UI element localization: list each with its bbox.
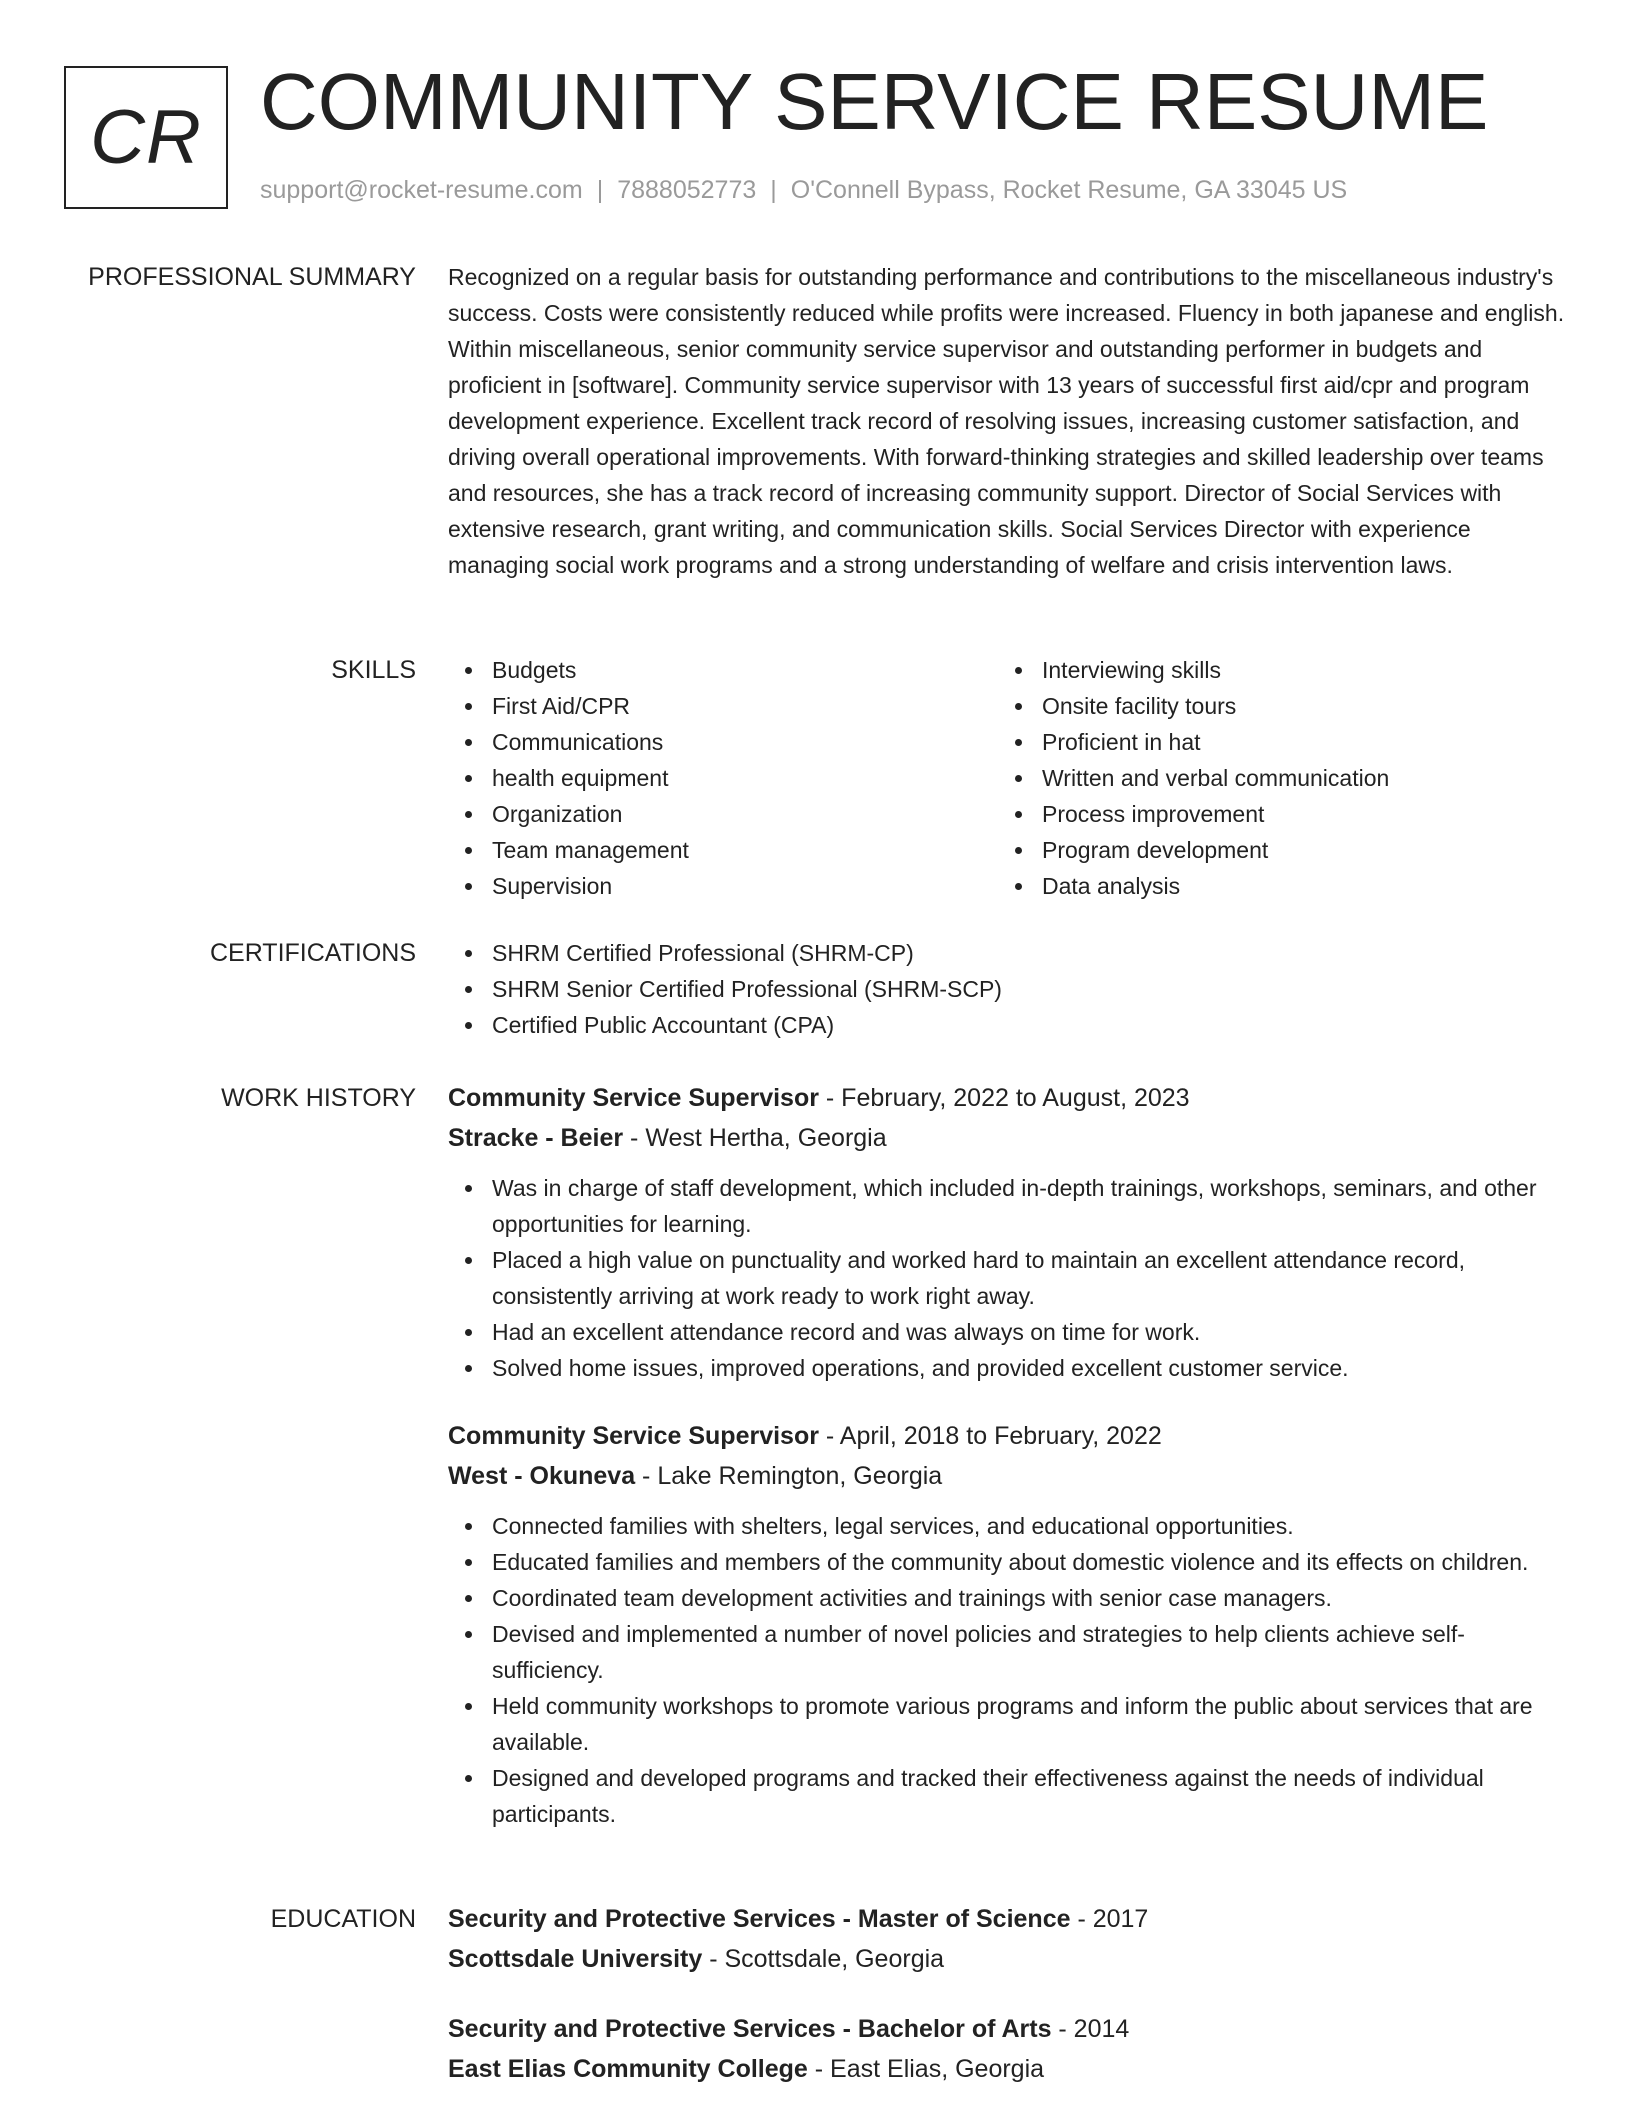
list-item: Supervision: [448, 868, 998, 904]
list-item: Placed a high value on punctuality and worked hard to maintain an excellent attendance record, consistently arriving at work ready to work right away.: [448, 1242, 1568, 1314]
skills-column-2: [998, 652, 1548, 904]
education-body: [448, 1899, 1568, 2089]
degree-line: [448, 2009, 1568, 2049]
list-item: Program development: [998, 832, 1548, 868]
school-name: East Elias Community College: [448, 2055, 808, 2083]
list-item: Connected families with shelters, legal services, and educational opportunities.: [448, 1508, 1568, 1544]
section-label: CERTIFICATIONS: [209, 939, 416, 967]
education-entry: [448, 1899, 1568, 1979]
job-entry: [448, 1416, 1568, 1832]
degree-line: [448, 1899, 1568, 1939]
section-label: PROFESSIONAL SUMMARY: [88, 263, 416, 291]
job-dates: - February, 2022 to August, 2023: [818, 1084, 1190, 1112]
school-location: - East Elias, Georgia: [807, 2055, 1045, 2083]
section-label: WORK HISTORY: [221, 1084, 416, 1112]
list-item: Team management: [448, 832, 998, 868]
job-entry: [448, 1078, 1568, 1386]
job-title: Community Service Supervisor: [448, 1422, 819, 1450]
contact-phone[interactable]: 7888052773: [617, 176, 757, 204]
list-item: SHRM Certified Professional (SHRM-CP): [448, 935, 1568, 971]
work-history-body: [448, 1078, 1568, 1832]
school-name: Scottsdale University: [448, 1945, 703, 1973]
list-item: Proficient in hat: [998, 724, 1548, 760]
company-line: [448, 1456, 1568, 1496]
list-item: Coordinated team development activities and trainings with senior case managers.: [448, 1580, 1568, 1616]
page-title: COMMUNITY SERVICE RESUME: [260, 57, 1489, 146]
school-line: [448, 2049, 1568, 2089]
contact-separator: |: [770, 176, 777, 204]
job-title: Community Service Supervisor: [448, 1084, 819, 1112]
company-name: Stracke - Beier: [448, 1124, 624, 1152]
job-title-line: [448, 1078, 1568, 1118]
degree-name: Security and Protective Services - Master of Science: [448, 1905, 1071, 1933]
list-item: Certified Public Accountant (CPA): [448, 1007, 1568, 1043]
section-label: SKILLS: [331, 656, 416, 684]
list-item: Onsite facility tours: [998, 688, 1548, 724]
contact-email[interactable]: support@rocket-resume.com: [260, 176, 583, 204]
list-item: Written and verbal communication: [998, 760, 1548, 796]
degree-name: Security and Protective Services - Bachelor of Arts: [448, 2015, 1052, 2043]
school-line: [448, 1939, 1568, 1979]
contact-separator: |: [596, 176, 604, 204]
list-item: Solved home issues, improved operations, and provided excellent customer service.: [448, 1350, 1568, 1386]
company-location: - West Hertha, Georgia: [623, 1124, 887, 1152]
certifications-list: [448, 935, 1568, 1043]
list-item: Process improvement: [998, 796, 1548, 832]
list-item: Was in charge of staff development, which included in-depth trainings, workshops, seminars, and other opportunities for learning.: [448, 1170, 1568, 1242]
degree-year: - 2017: [1070, 1905, 1149, 1933]
list-item: Organization: [448, 796, 998, 832]
monogram-logo: [64, 66, 228, 209]
list-item: health equipment: [448, 760, 998, 796]
job-duties: [448, 1508, 1568, 1832]
education-entry: [448, 2009, 1568, 2089]
degree-year: - 2014: [1051, 2015, 1130, 2043]
list-item: First Aid/CPR: [448, 688, 998, 724]
list-item: Budgets: [448, 652, 998, 688]
skills-list: [448, 652, 1568, 904]
skills-column-1: [448, 652, 998, 904]
initials: CR: [90, 95, 202, 180]
contact-address: O'Connell Bypass, Rocket Resume, GA 33045 US: [790, 176, 1348, 204]
job-title-line: [448, 1416, 1568, 1456]
list-item: Communications: [448, 724, 998, 760]
list-item: Had an excellent attendance record and was always on time for work.: [448, 1314, 1568, 1350]
school-location: - Scottsdale, Georgia: [702, 1945, 945, 1973]
list-item: Educated families and members of the community about domestic violence and its effects on children.: [448, 1544, 1568, 1580]
summary-text: Recognized on a regular basis for outstanding performance and contributions to the miscellaneous industry's success. Costs were consistently reduced while profits were increased. Fluency in both japanese and english. Within miscellaneous, senior community service supervisor and outstanding performer in budgets and proficient in [software]. Community service supervisor with 13 years of successful first aid/cpr and program development experience. Excellent track record of resolving issues, increasing customer satisfaction, and driving overall operational improvements. With forward-thinking strategies and skilled leadership over teams and resources, she has a track record of increasing community support. Director of Social Services with extensive research, grant writing, and communication skills. Social Services Director with experience managing social work programs and a strong understanding of welfare and crisis intervention laws.: [448, 264, 1565, 578]
company-line: [448, 1118, 1568, 1158]
list-item: Designed and developed programs and tracked their effectiveness against the needs of individual participants.: [448, 1760, 1568, 1832]
company-location: - Lake Remington, Georgia: [635, 1462, 943, 1490]
list-item: Interviewing skills: [998, 652, 1548, 688]
job-duties: [448, 1170, 1568, 1386]
certifications-body: [448, 935, 1568, 1043]
list-item: Devised and implemented a number of novel policies and strategies to help clients achieve self-sufficiency.: [448, 1616, 1568, 1688]
list-item: SHRM Senior Certified Professional (SHRM-SCP): [448, 971, 1568, 1007]
company-name: West - Okuneva: [448, 1462, 636, 1490]
list-item: Data analysis: [998, 868, 1548, 904]
list-item: Held community workshops to promote various programs and inform the public about services that are available.: [448, 1688, 1568, 1760]
section-label: EDUCATION: [270, 1905, 416, 1933]
contact-line: [260, 173, 1347, 207]
job-dates: - April, 2018 to February, 2022: [818, 1422, 1162, 1450]
